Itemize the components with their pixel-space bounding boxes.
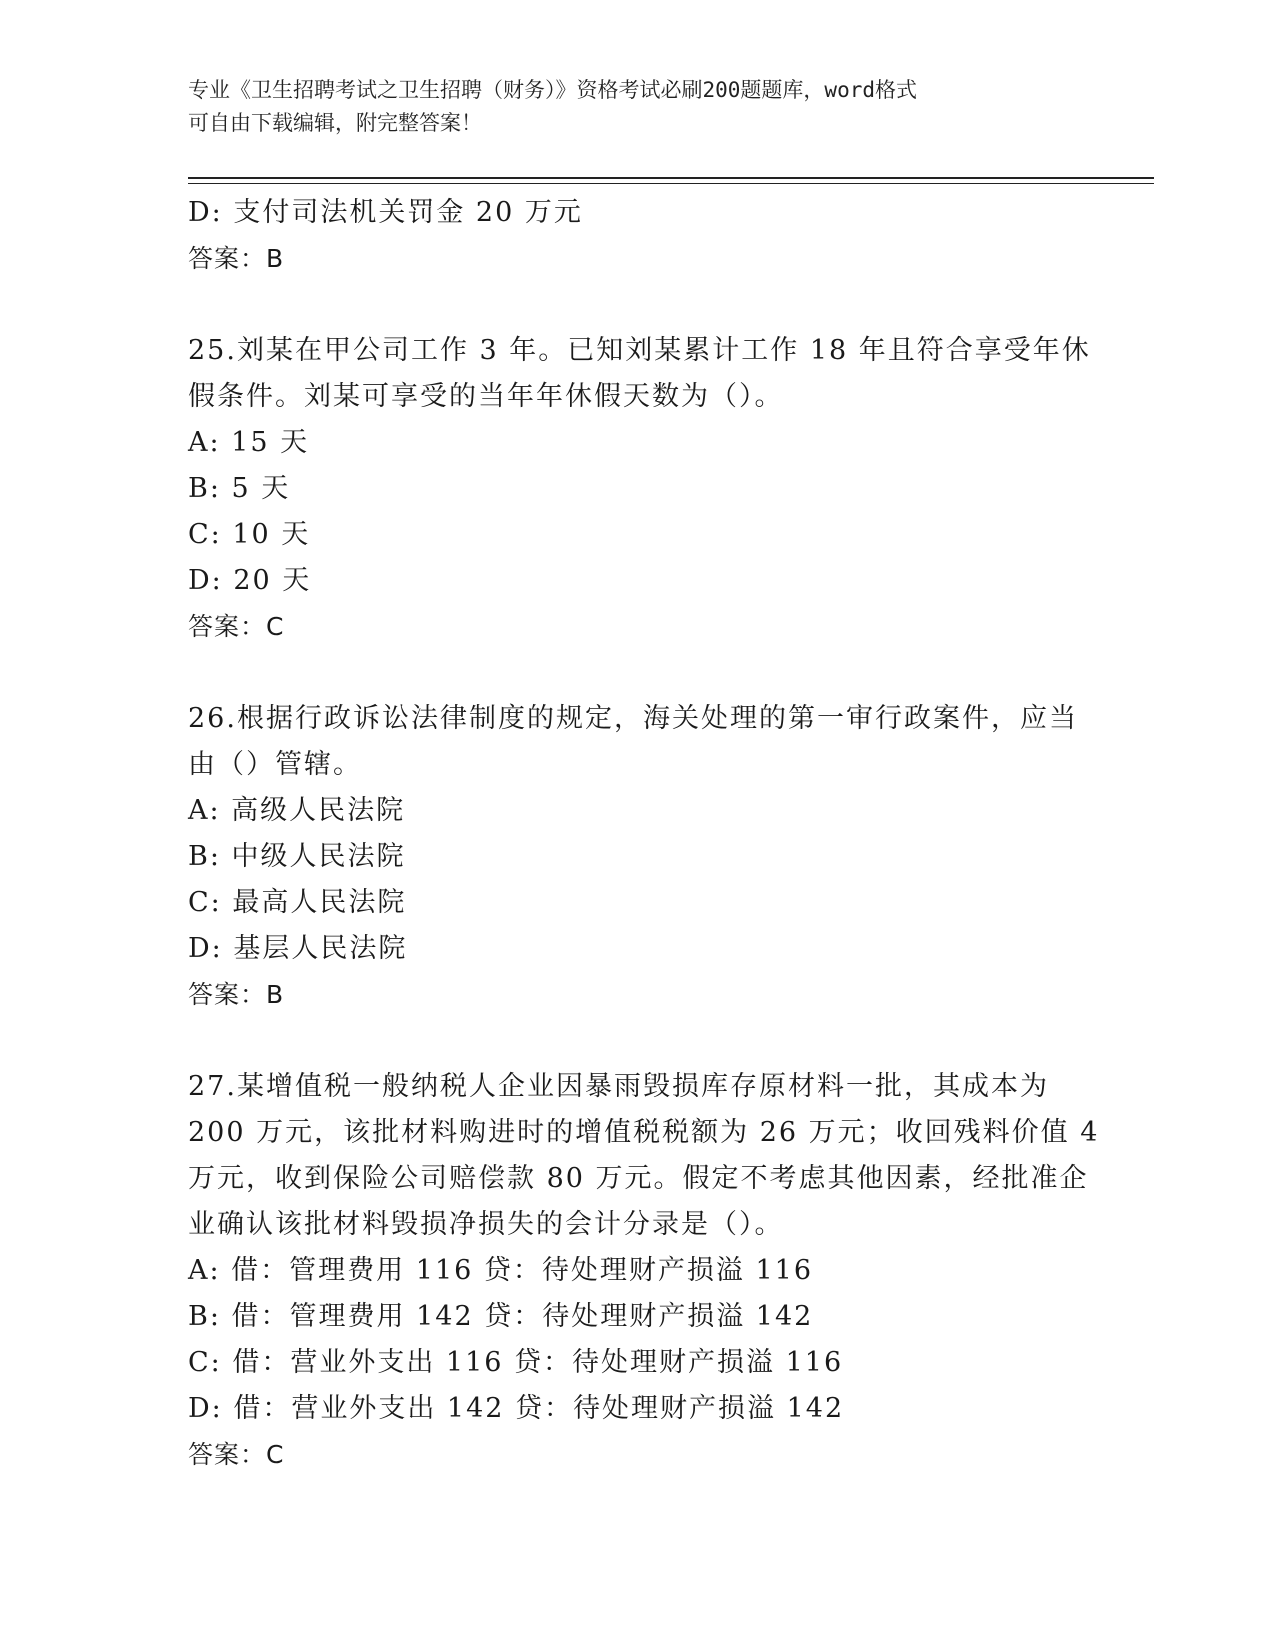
- header-line-2: 可自由下载编辑，附完整答案！: [188, 111, 482, 135]
- question-25: [188, 328, 1091, 650]
- question-27: [188, 1064, 1100, 1478]
- header-divider-thick: [188, 177, 1154, 179]
- q27-stem-line-4: 业确认该批材料毁损净损失的会计分录是（）。: [188, 1209, 784, 1240]
- q25-option-a: A: 15 天: [188, 427, 310, 458]
- q26-stem-line-1: 26.根据行政诉讼法律制度的规定，海关处理的第一审行政案件，应当: [188, 703, 1078, 734]
- q25-stem-line-2: 假条件。刘某可享受的当年年休假天数为（）。: [188, 381, 784, 412]
- header-line-1: 专业《卫生招聘考试之卫生招聘（财务）》资格考试必刷200题题库，word格式: [188, 78, 917, 102]
- q27-option-a: A: 借：管理费用 116 贷：待处理财产损溢 116: [188, 1255, 813, 1286]
- q25-option-c: C: 10 天: [188, 519, 311, 550]
- q27-option-d: D: 借：营业外支出 142 贷：待处理财产损溢 142: [188, 1393, 845, 1424]
- question-content: [188, 190, 1100, 1478]
- q26-option-d: D: 基层人民法院: [188, 933, 408, 964]
- q25-option-b: B: 5 天: [188, 473, 291, 504]
- prev-option-d: D: 支付司法机关罚金 20 万元: [188, 197, 583, 228]
- q25-option-d: D: 20 天: [188, 565, 312, 596]
- q25-answer: 答案：C: [188, 612, 285, 641]
- header-divider-thin: [188, 183, 1154, 184]
- q27-option-b: B: 借：管理费用 142 贷：待处理财产损溢 142: [188, 1301, 814, 1332]
- q27-stem-line-3: 万元，收到保险公司赔偿款 80 万元。假定不考虑其他因素，经批准企: [188, 1163, 1089, 1194]
- document-header: [188, 74, 1068, 140]
- q26-option-c: C: 最高人民法院: [188, 887, 407, 918]
- question-26: [188, 696, 1088, 1018]
- q26-option-b: B: 中级人民法院: [188, 841, 406, 872]
- q27-answer: 答案：C: [188, 1440, 285, 1469]
- prev-answer: 答案：B: [188, 244, 285, 273]
- q27-stem-line-1: 27.某增值税一般纳税人企业因暴雨毁损库存原材料一批，其成本为: [188, 1071, 1049, 1102]
- q26-option-a: A: 高级人民法院: [188, 795, 406, 826]
- q25-stem-line-1: 25.刘某在甲公司工作 3 年。已知刘某累计工作 18 年且符合享受年休: [188, 335, 1091, 366]
- q26-answer: 答案：B: [188, 980, 285, 1009]
- q26-stem-line-2: 由（）管辖。: [188, 749, 362, 780]
- q27-option-c: C: 借：营业外支出 116 贷：待处理财产损溢 116: [188, 1347, 844, 1378]
- q27-stem-line-2: 200 万元，该批材料购进时的增值税税额为 26 万元；收回残料价值 4: [188, 1117, 1100, 1148]
